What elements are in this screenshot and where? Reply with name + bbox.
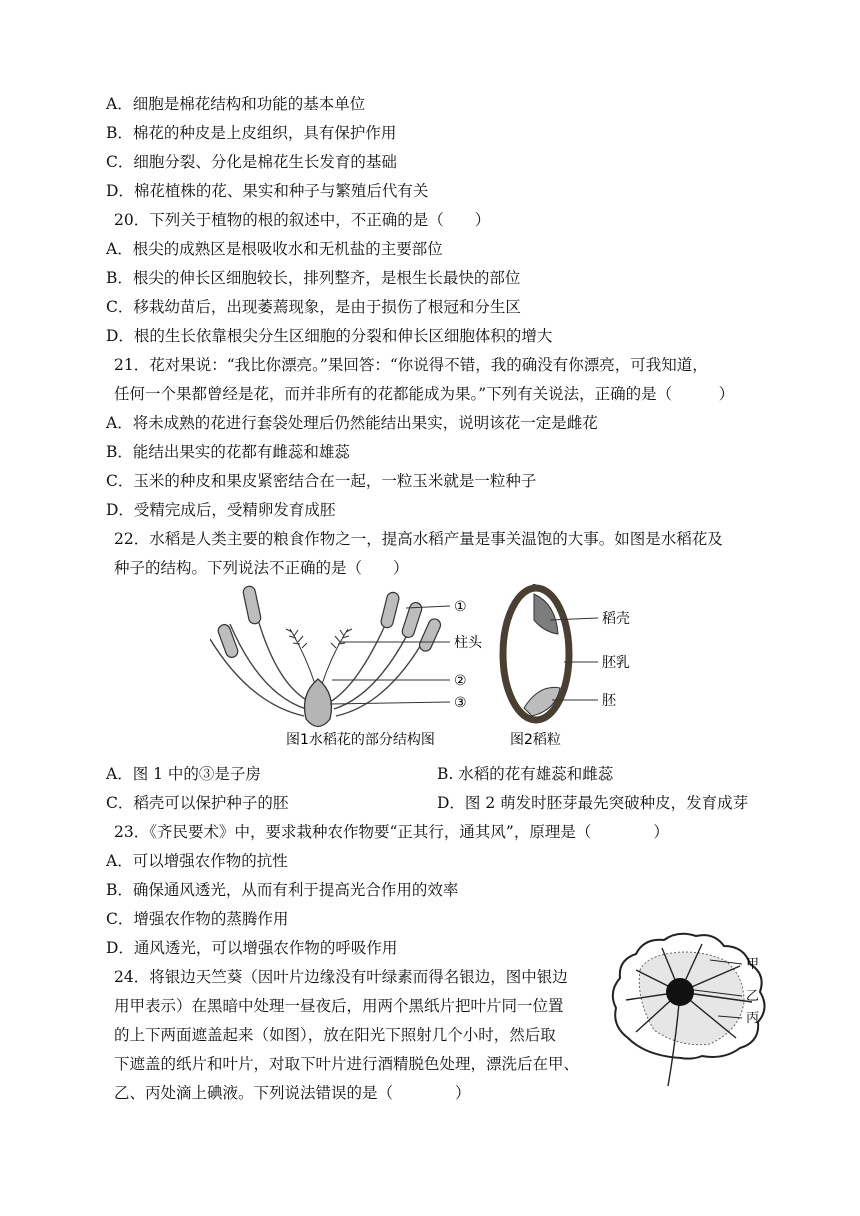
q24-line2: 用甲表示）在黑暗中处理一昼夜后，用两个黑纸片把叶片同一位置 bbox=[114, 997, 564, 1015]
geranium-leaf-figure bbox=[606, 930, 776, 1090]
q23-stem: 23．《齐民要术》中，要求栽种农作物要“正其行，通其风”，原理是（ ） bbox=[114, 823, 669, 841]
q21-option-d: D．受精完成后，受精卵发育成胚 bbox=[106, 501, 336, 519]
rice-grain-figure bbox=[494, 584, 654, 754]
q22-option-b: B. 水稻的花有雄蕊和雌蕊 bbox=[437, 765, 614, 783]
ovary-shape bbox=[305, 679, 332, 727]
q22-option-c: C．稻壳可以保护种子的胚 bbox=[106, 794, 289, 812]
q20-stem: 20．下列关于植物的根的叙述中，不正确的是（ ） bbox=[114, 211, 491, 229]
q21-stem-line2: 任何一个果都曾经是花，而并非所有的花都能成为果。”下列有关说法，正确的是（ ） bbox=[114, 385, 735, 403]
q23-option-b: B．确保通风透光，从而有利于提高光合作用的效率 bbox=[106, 881, 459, 899]
rice-flower-figure bbox=[210, 584, 490, 754]
leaf-label-bing: 丙 bbox=[746, 1011, 760, 1026]
q21-option-c: C．玉米的种皮和果皮紧密结合在一起，一粒玉米就是一粒种子 bbox=[106, 472, 537, 490]
fig1-label-3: ③ bbox=[454, 695, 467, 711]
q20-option-c: C．移栽幼苗后，出现萎蔫现象，是由于损伤了根冠和分生区 bbox=[106, 298, 521, 316]
q24-line3: 的上下两面遮盖起来（如图），放在阳光下照射几个小时，然后取 bbox=[114, 1026, 556, 1044]
q23-option-d: D．通风透光，可以增强农作物的呼吸作用 bbox=[106, 939, 398, 957]
q24-line1: 24．将银边天竺葵（因叶片边缘没有叶绿素而得名银边，图中银边 bbox=[114, 968, 568, 986]
q19-option-d: D．棉花植株的花、果实和种子与繁殖后代有关 bbox=[106, 182, 429, 200]
leaf-label-jia: 甲 bbox=[746, 957, 760, 972]
leaf-label-yi: 乙 bbox=[746, 989, 760, 1004]
q24-line4: 下遮盖的纸片和叶片，对取下叶片进行酒精脱色处理，漂洗后在甲、 bbox=[114, 1055, 580, 1073]
q21-option-a: A．将未成熟的花进行套袋处理后仍然能结出果实，说明该花一定是雌花 bbox=[106, 414, 598, 432]
q20-option-d: D．根的生长依靠根尖分生区细胞的分裂和伸长区细胞体积的增大 bbox=[106, 327, 553, 345]
fig2-caption: 图2稻粒 bbox=[510, 732, 561, 748]
q21-option-b: B．能结出果实的花都有雌蕊和雄蕊 bbox=[106, 443, 350, 461]
q20-option-b: B．根尖的伸长区细胞较长，排列整齐，是根生长最快的部位 bbox=[106, 269, 521, 287]
fig1-label-1: ① bbox=[454, 599, 467, 615]
q20-option-a: A．根尖的成熟区是根吸收水和无机盐的主要部位 bbox=[106, 240, 443, 258]
q19-option-a: A．细胞是棉花结构和功能的基本单位 bbox=[106, 95, 366, 113]
fig2-label-hull: 稻壳 bbox=[602, 611, 630, 627]
fig1-caption: 图1水稻花的部分结构图 bbox=[286, 732, 435, 748]
fig2-label-endosperm: 胚乳 bbox=[602, 655, 630, 671]
q22-stem-line1: 22．水稻是人类主要的粮食作物之一，提高水稻产量是事关温饱的大事。如图是水稻花及 bbox=[114, 530, 723, 548]
q19-option-b: B．棉花的种皮是上皮组织，具有保护作用 bbox=[106, 124, 397, 142]
fig2-label-embryo: 胚 bbox=[602, 693, 616, 709]
q24-line5: 乙、丙处滴上碘液。下列说法错误的是（ ） bbox=[114, 1084, 471, 1102]
q22-option-d: D．图 2 萌发时胚芽最先突破种皮，发育成芽 bbox=[437, 794, 749, 812]
q23-option-c: C．增强农作物的蒸腾作用 bbox=[106, 910, 289, 928]
fig1-label-2: ② bbox=[454, 673, 467, 689]
q22-stem-line2: 种子的结构。下列说法不正确的是（ ） bbox=[114, 559, 409, 577]
q22-option-a: A．图 1 中的③是子房 bbox=[106, 765, 261, 783]
q21-stem-line1: 21．花对果说：“我比你漂亮。”果回答：“你说得不错，我的确没有你漂亮，可我知道， bbox=[114, 356, 708, 374]
fig1-label-stigma: 柱头 bbox=[454, 635, 482, 651]
q23-option-a: A．可以增强农作物的抗性 bbox=[106, 852, 288, 870]
q19-option-c: C．细胞分裂、分化是棉花生长发育的基础 bbox=[106, 153, 397, 171]
